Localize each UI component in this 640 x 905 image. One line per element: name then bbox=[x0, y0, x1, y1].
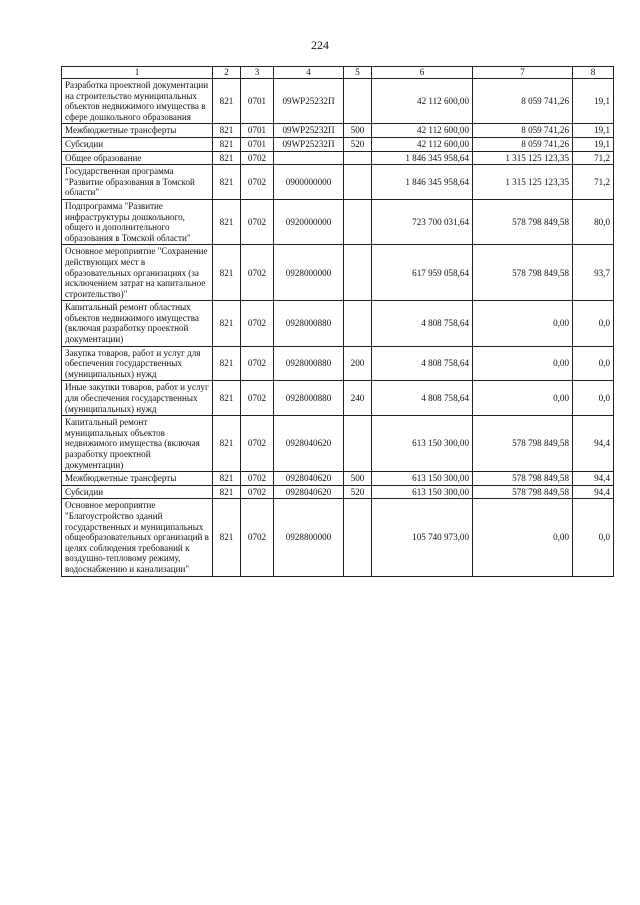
row-name: Капитальный ремонт муниципальных объектов недвижимого имущества (включая разработку проектной документации) bbox=[62, 416, 213, 472]
row-csr: 0920000000 bbox=[274, 199, 344, 244]
row-vr bbox=[344, 79, 372, 124]
row-pct: 0,0 bbox=[573, 381, 614, 416]
row-rz: 0701 bbox=[241, 137, 274, 151]
row-fact: 578 798 849,58 bbox=[473, 485, 573, 499]
row-fact: 0,00 bbox=[473, 381, 573, 416]
row-pct: 19,1 bbox=[573, 137, 614, 151]
row-plan: 42 112 600,00 bbox=[372, 137, 473, 151]
row-vr bbox=[344, 301, 372, 346]
row-rz: 0702 bbox=[241, 472, 274, 486]
row-plan: 1 846 345 958,64 bbox=[372, 151, 473, 165]
row-vr bbox=[344, 499, 372, 576]
row-gr: 821 bbox=[213, 499, 241, 576]
row-csr bbox=[274, 151, 344, 165]
row-gr: 821 bbox=[213, 381, 241, 416]
header-col-1: 1 bbox=[62, 67, 213, 79]
row-rz: 0702 bbox=[241, 151, 274, 165]
row-name: Государственная программа "Развитие образования в Томской области" bbox=[62, 165, 213, 200]
row-rz: 0702 bbox=[241, 165, 274, 200]
row-pct: 94,4 bbox=[573, 472, 614, 486]
row-gr: 821 bbox=[213, 485, 241, 499]
row-fact: 0,00 bbox=[473, 346, 573, 381]
row-csr: 0928000880 bbox=[274, 381, 344, 416]
table-row bbox=[62, 79, 614, 124]
row-plan: 42 112 600,00 bbox=[372, 79, 473, 124]
page-number: 224 bbox=[311, 38, 329, 52]
row-plan: 4 808 758,64 bbox=[372, 301, 473, 346]
row-csr: 0928040620 bbox=[274, 416, 344, 472]
row-fact: 8 059 741,26 bbox=[473, 79, 573, 124]
row-rz: 0702 bbox=[241, 381, 274, 416]
budget-table bbox=[61, 66, 614, 577]
header-row bbox=[62, 67, 614, 79]
row-csr: 09WP25232П bbox=[274, 79, 344, 124]
row-name: Общее образование bbox=[62, 151, 213, 165]
row-rz: 0702 bbox=[241, 416, 274, 472]
row-pct: 0,0 bbox=[573, 499, 614, 576]
row-csr: 0928000880 bbox=[274, 346, 344, 381]
row-rz: 0702 bbox=[241, 485, 274, 499]
row-plan: 723 700 031,64 bbox=[372, 199, 473, 244]
row-gr: 821 bbox=[213, 301, 241, 346]
row-vr: 240 bbox=[344, 381, 372, 416]
row-fact: 578 798 849,58 bbox=[473, 199, 573, 244]
row-gr: 821 bbox=[213, 472, 241, 486]
row-gr: 821 bbox=[213, 346, 241, 381]
row-csr: 0928000880 bbox=[274, 301, 344, 346]
row-csr: 0928800000 bbox=[274, 499, 344, 576]
row-name: Иные закупки товаров, работ и услуг для обеспечения государственных (муниципальных) нужд bbox=[62, 381, 213, 416]
row-vr: 500 bbox=[344, 124, 372, 138]
row-gr: 821 bbox=[213, 124, 241, 138]
row-plan: 1 846 345 958,64 bbox=[372, 165, 473, 200]
row-rz: 0701 bbox=[241, 124, 274, 138]
table-row bbox=[62, 301, 614, 346]
row-fact: 578 798 849,58 bbox=[473, 416, 573, 472]
table-row bbox=[62, 151, 614, 165]
row-pct: 0,0 bbox=[573, 346, 614, 381]
header-col-2: 2 bbox=[213, 67, 241, 79]
table-row bbox=[62, 245, 614, 301]
row-pct: 93,7 bbox=[573, 245, 614, 301]
row-gr: 821 bbox=[213, 137, 241, 151]
row-name: Закупка товаров, работ и услуг для обеспечения государственных (муниципальных) нужд bbox=[62, 346, 213, 381]
row-rz: 0702 bbox=[241, 346, 274, 381]
row-plan: 613 150 300,00 bbox=[372, 416, 473, 472]
row-rz: 0702 bbox=[241, 499, 274, 576]
row-rz: 0702 bbox=[241, 199, 274, 244]
row-csr: 0928040620 bbox=[274, 472, 344, 486]
row-gr: 821 bbox=[213, 245, 241, 301]
row-name: Разработка проектной документации на строительство муниципальных объектов недвижимого имущества в сфере дошкольного образования bbox=[62, 79, 213, 124]
row-gr: 821 bbox=[213, 151, 241, 165]
row-fact: 8 059 741,26 bbox=[473, 124, 573, 138]
row-fact: 8 059 741,26 bbox=[473, 137, 573, 151]
row-rz: 0702 bbox=[241, 245, 274, 301]
row-name: Субсидии bbox=[62, 485, 213, 499]
row-pct: 0,0 bbox=[573, 301, 614, 346]
row-csr: 0928000000 bbox=[274, 245, 344, 301]
header-col-8: 8 bbox=[573, 67, 614, 79]
row-csr: 0928040620 bbox=[274, 485, 344, 499]
row-gr: 821 bbox=[213, 165, 241, 200]
table-row bbox=[62, 472, 614, 486]
row-vr bbox=[344, 416, 372, 472]
row-vr bbox=[344, 151, 372, 165]
row-name: Субсидии bbox=[62, 137, 213, 151]
row-name: Межбюджетные трансферты bbox=[62, 124, 213, 138]
row-gr: 821 bbox=[213, 79, 241, 124]
table-row bbox=[62, 485, 614, 499]
table-row bbox=[62, 199, 614, 244]
row-pct: 71,2 bbox=[573, 151, 614, 165]
row-pct: 19,1 bbox=[573, 124, 614, 138]
header-col-3: 3 bbox=[241, 67, 274, 79]
row-fact: 1 315 125 123,35 bbox=[473, 165, 573, 200]
row-plan: 105 740 973,00 bbox=[372, 499, 473, 576]
row-plan: 617 959 058,64 bbox=[372, 245, 473, 301]
header-col-5: 5 bbox=[344, 67, 372, 79]
row-pct: 80,0 bbox=[573, 199, 614, 244]
row-pct: 94,4 bbox=[573, 416, 614, 472]
row-vr: 500 bbox=[344, 472, 372, 486]
row-csr: 0900000000 bbox=[274, 165, 344, 200]
row-rz: 0701 bbox=[241, 79, 274, 124]
row-fact: 1 315 125 123,35 bbox=[473, 151, 573, 165]
table-row bbox=[62, 346, 614, 381]
header-col-7: 7 bbox=[473, 67, 573, 79]
row-name: Капитальный ремонт областных объектов недвижимого имущества (включая разработку проектной документации) bbox=[62, 301, 213, 346]
table-row bbox=[62, 124, 614, 138]
row-csr: 09WP25232П bbox=[274, 124, 344, 138]
row-vr: 520 bbox=[344, 137, 372, 151]
table-row bbox=[62, 165, 614, 200]
row-gr: 821 bbox=[213, 199, 241, 244]
row-name: Подпрограмма "Развитие инфраструктуры дошкольного, общего и дополнительного образования в Томской области" bbox=[62, 199, 213, 244]
row-name: Основное мероприятие "Сохранение действующих мест в образовательных организациях (за исключением затрат на капитальное строительство)" bbox=[62, 245, 213, 301]
row-plan: 613 150 300,00 bbox=[372, 485, 473, 499]
row-csr: 09WP25232П bbox=[274, 137, 344, 151]
row-vr bbox=[344, 199, 372, 244]
header-col-6: 6 bbox=[372, 67, 473, 79]
row-fact: 578 798 849,58 bbox=[473, 472, 573, 486]
row-fact: 578 798 849,58 bbox=[473, 245, 573, 301]
header-col-4: 4 bbox=[274, 67, 344, 79]
row-plan: 4 808 758,64 bbox=[372, 381, 473, 416]
table-row bbox=[62, 381, 614, 416]
row-fact: 0,00 bbox=[473, 499, 573, 576]
row-plan: 4 808 758,64 bbox=[372, 346, 473, 381]
row-vr bbox=[344, 245, 372, 301]
row-plan: 42 112 600,00 bbox=[372, 124, 473, 138]
row-vr: 520 bbox=[344, 485, 372, 499]
row-vr: 200 bbox=[344, 346, 372, 381]
row-name: Межбюджетные трансферты bbox=[62, 472, 213, 486]
row-fact: 0,00 bbox=[473, 301, 573, 346]
row-gr: 821 bbox=[213, 416, 241, 472]
row-pct: 71,2 bbox=[573, 165, 614, 200]
row-rz: 0702 bbox=[241, 301, 274, 346]
table-row bbox=[62, 137, 614, 151]
row-plan: 613 150 300,00 bbox=[372, 472, 473, 486]
row-pct: 94,4 bbox=[573, 485, 614, 499]
row-vr bbox=[344, 165, 372, 200]
row-name: Основное мероприятие "Благоустройство зданий государственных и муниципальных общеобразовательных организаций в целях соблюдения требований к воздушно-тепловому режиму, водоснабжению и канализации" bbox=[62, 499, 213, 576]
row-pct: 19,1 bbox=[573, 79, 614, 124]
table-row bbox=[62, 499, 614, 576]
table-row bbox=[62, 416, 614, 472]
